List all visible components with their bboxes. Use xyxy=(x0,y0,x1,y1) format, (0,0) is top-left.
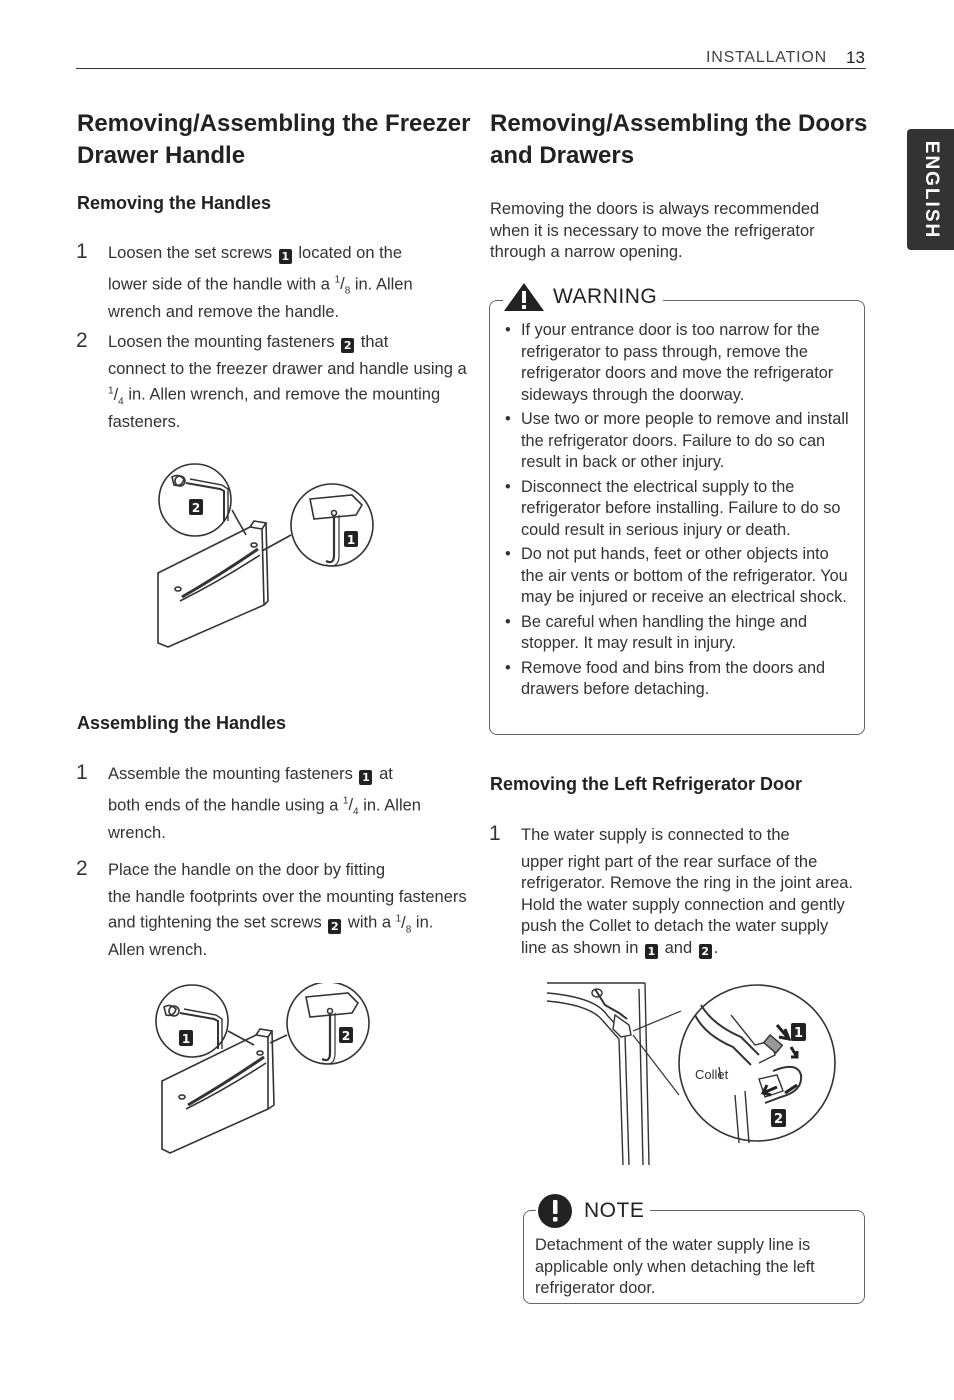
removing-handles-heading: Removing the Handles xyxy=(77,193,272,213)
warning-item: • Do not put hands, feet or other objects into the air vents or bottom of the refrigerator. You may be injured or receive an electrical shock. xyxy=(503,544,855,609)
warning-title xyxy=(503,282,663,312)
intro-paragraph: Removing the doors is always recommended when it is necessary to move the refrigerator through a narrow opening. xyxy=(490,200,820,261)
badge-icon: 1 xyxy=(359,770,372,785)
step-number: 1 xyxy=(76,240,88,263)
warning-triangle-icon xyxy=(503,282,545,312)
water-supply-illustration xyxy=(545,975,845,1170)
handle-assembly-illustration xyxy=(150,983,380,1158)
svg-text:2: 2 xyxy=(773,1112,784,1127)
language-tab-label: ENGLISH xyxy=(920,140,942,239)
removing-step-2: 2 Loosen the mounting fasteners 2 that connect to the freezer drawer and handle using a $^1/_4$ in. Allen wrench, and remove the mounting fasteners. xyxy=(76,329,467,432)
svg-text:1: 1 xyxy=(346,533,356,547)
left-door-step-1: 1 The water supply is connected to the upper right part of the rear surface of the refrigerator. Remove the ring in the joint area. Hold the water supply connection and gently push the Collet to detach the water supply line as shown in 1 and 2 . xyxy=(489,822,854,958)
collet-label: Collet xyxy=(695,1067,729,1082)
svg-text:1: 1 xyxy=(181,1032,191,1046)
step-number: 1 xyxy=(76,761,88,784)
step-number: 2 xyxy=(76,329,88,352)
badge-icon: 2 xyxy=(328,919,341,934)
badge-icon: 1 xyxy=(645,944,658,959)
step-number: 1 xyxy=(489,822,501,845)
warning-item: • If your entrance door is too narrow for the refrigerator to pass through, remove the refrigerator doors and move the refrigerator sideways through the doorway. xyxy=(503,320,855,406)
left-section-title: Removing/Assembling the Freezer Drawer Handle xyxy=(77,110,471,169)
assembling-step-2: 2 Place the handle on the door by fitting the handle footprints over the mounting fasteners and tightening the set screws 2 with a $^1/_8$ in. Allen wrench. xyxy=(76,857,467,960)
assembling-handles-heading: Assembling the Handles xyxy=(77,713,287,733)
warning-item: • Be careful when handling the hinge and stopper. It may result in injury. xyxy=(503,612,855,655)
warning-label: WARNING xyxy=(553,285,658,308)
step-number: 2 xyxy=(76,857,88,880)
note-label: NOTE xyxy=(584,1199,645,1222)
fraction: $^1/_4$ xyxy=(342,795,359,818)
warning-list xyxy=(503,320,855,704)
right-section-title: Removing/Assembling the Doors and Drawers xyxy=(490,110,868,169)
page-number: 13 xyxy=(846,48,865,67)
fraction: $^1/_4$ xyxy=(108,385,124,407)
svg-text:1: 1 xyxy=(793,1026,804,1041)
warning-item: • Disconnect the electrical supply to the refrigerator before installing. Failure to do so could result in serious injury or death. xyxy=(503,477,855,542)
handle-removal-illustration xyxy=(150,455,380,650)
note-text: Detachment of the water supply line is applicable only when detaching the left refrigerator door. xyxy=(535,1236,815,1297)
exclamation-circle-icon xyxy=(538,1194,572,1228)
fraction: $^1/_8$ xyxy=(334,274,351,297)
badge-icon: 1 xyxy=(279,249,292,264)
note-title xyxy=(536,1194,650,1228)
assembling-step-1: 1 Assemble the mounting fasteners 1 at both ends of the handle using a $^1/_4$ in. Allen wrench. xyxy=(76,761,421,842)
removing-step-1: 1 Loosen the set screws 1 located on the lower side of the handle with a $^1/_8$ in. Allen wrench and remove the handle. xyxy=(76,240,413,321)
badge-icon: 2 xyxy=(341,338,354,353)
badge-icon: 2 xyxy=(699,944,712,959)
svg-text:2: 2 xyxy=(341,1029,351,1043)
language-tab xyxy=(907,129,954,250)
left-door-heading: Removing the Left Refrigerator Door xyxy=(490,774,803,794)
warning-item: • Use two or more people to remove and install the refrigerator doors. Failure to do so can result in back or other injury. xyxy=(503,409,855,474)
warning-item: • Remove food and bins from the doors and drawers before detaching. xyxy=(503,658,855,701)
fraction: $^1/_8$ xyxy=(395,913,412,935)
header-divider xyxy=(76,68,866,69)
header-section-title: INSTALLATION xyxy=(705,49,827,66)
svg-text:2: 2 xyxy=(191,501,201,515)
